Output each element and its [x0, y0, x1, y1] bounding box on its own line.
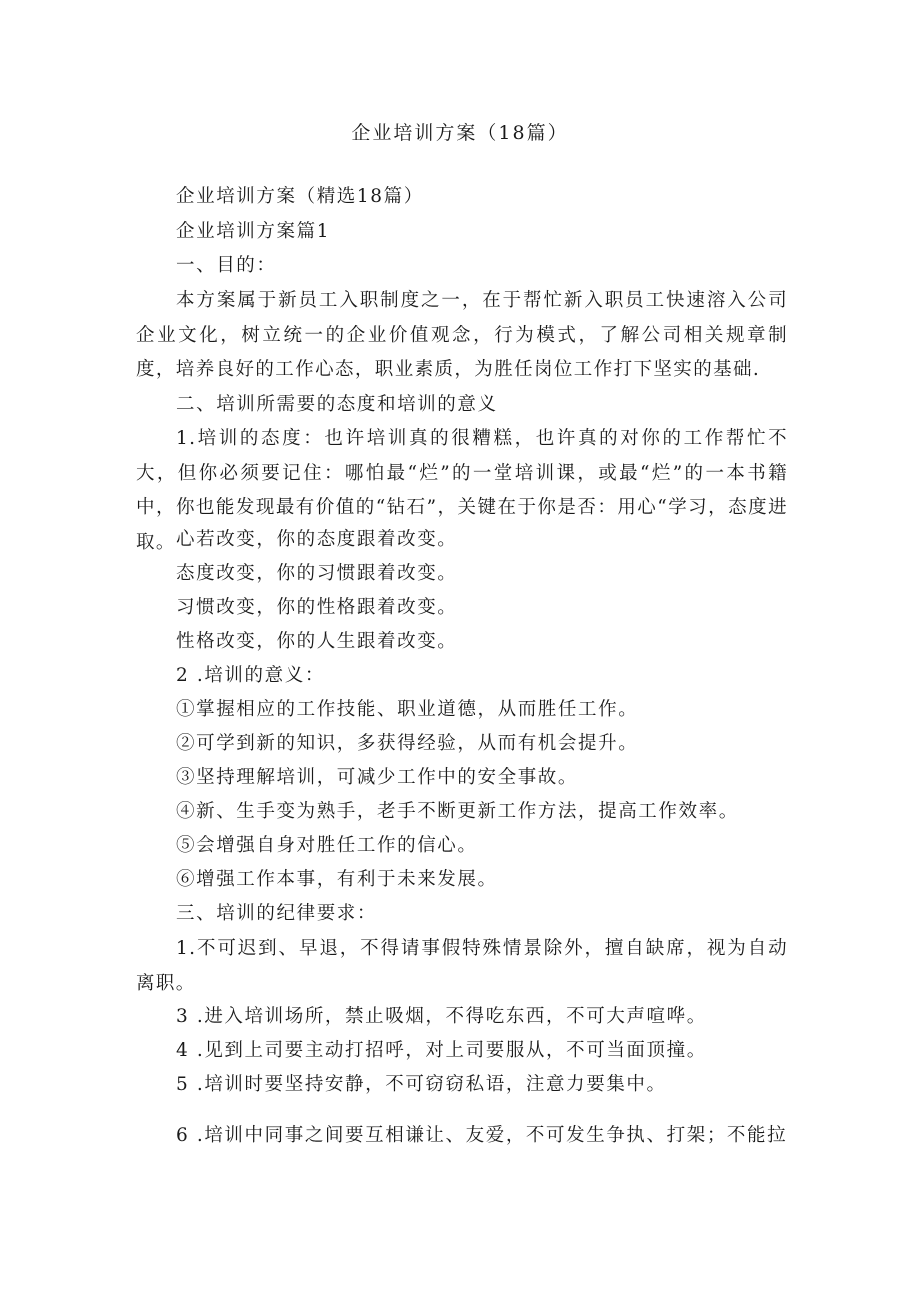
- quote-line: 心若改变，你的态度跟着改变。: [176, 529, 458, 550]
- rule-item: 1.不可迟到、早退，不得请事假特殊情景除外，擅自缺席，视为自动离职。: [136, 938, 788, 994]
- attitude-paragraph: 1.培训的态度：也许培训真的很糟糕，也许真的对你的工作帮忙不大，但你必须要记住：哪怕最“烂”的一堂培训课，或最“烂”的一本书籍中，你也能发现最有价值的“钻石”，关键在于你是否：用心“学习，态度进取。: [136, 428, 788, 553]
- quote-line: 习惯改变，你的性格跟着改变。: [176, 597, 458, 618]
- section-heading-discipline: 三、培训的纪律要求：: [176, 903, 378, 924]
- quote-line: 态度改变，你的习惯跟着改变。: [176, 563, 458, 584]
- rule-item: 4 .见到上司要主动打招呼，对上司要服从，不可当面顶撞。: [176, 1040, 707, 1061]
- meaning-item: ⑥增强工作本事，有利于未来发展。: [176, 869, 498, 890]
- meaning-item: ②可学到新的知识，多获得经验，从而有机会提升。: [176, 733, 639, 754]
- meaning-heading: 2 .培训的意义：: [176, 665, 325, 686]
- section-heading-purpose: 一、目的：: [176, 255, 277, 276]
- meaning-item: ④新、生手变为熟手，老手不断更新工作方法，提高工作效率。: [176, 801, 739, 822]
- quote-line: 性格改变，你的人生跟着改变。: [176, 631, 458, 652]
- meaning-item: ①掌握相应的工作技能、职业道德，从而胜任工作。: [176, 699, 639, 720]
- section-heading-attitude: 二、培训所需要的态度和培训的意义: [176, 394, 498, 415]
- purpose-paragraph: 本方案属于新员工入职制度之一，在于帮忙新入职员工快速溶入公司企业文化，树立统一的企业价值观念，行为模式，了解公司相关规章制度，培养良好的工作心态，职业素质，为胜任岗位工作打下坚实的基础.: [136, 290, 788, 380]
- rule-item: 5 .培训时要坚持安静，不可窃窃私语，注意力要集中。: [176, 1074, 667, 1095]
- document-title: 企业培训方案（18篇）: [351, 122, 569, 144]
- rule-item: 6 .培训中同事之间要互相谦让、友爱，不可发生争执、打架；不能拉: [176, 1125, 788, 1146]
- chapter-heading: 企业培训方案篇1: [176, 221, 331, 242]
- rule-item: 3 .进入培训场所，禁止吸烟，不得吃东西，不可大声喧哗。: [176, 1006, 707, 1027]
- meaning-item: ③坚持理解培训，可减少工作中的安全事故。: [176, 767, 579, 788]
- meaning-item: ⑤会增强自身对胜任工作的信心。: [176, 835, 478, 856]
- document-subtitle: 企业培训方案（精选18篇）: [176, 186, 424, 207]
